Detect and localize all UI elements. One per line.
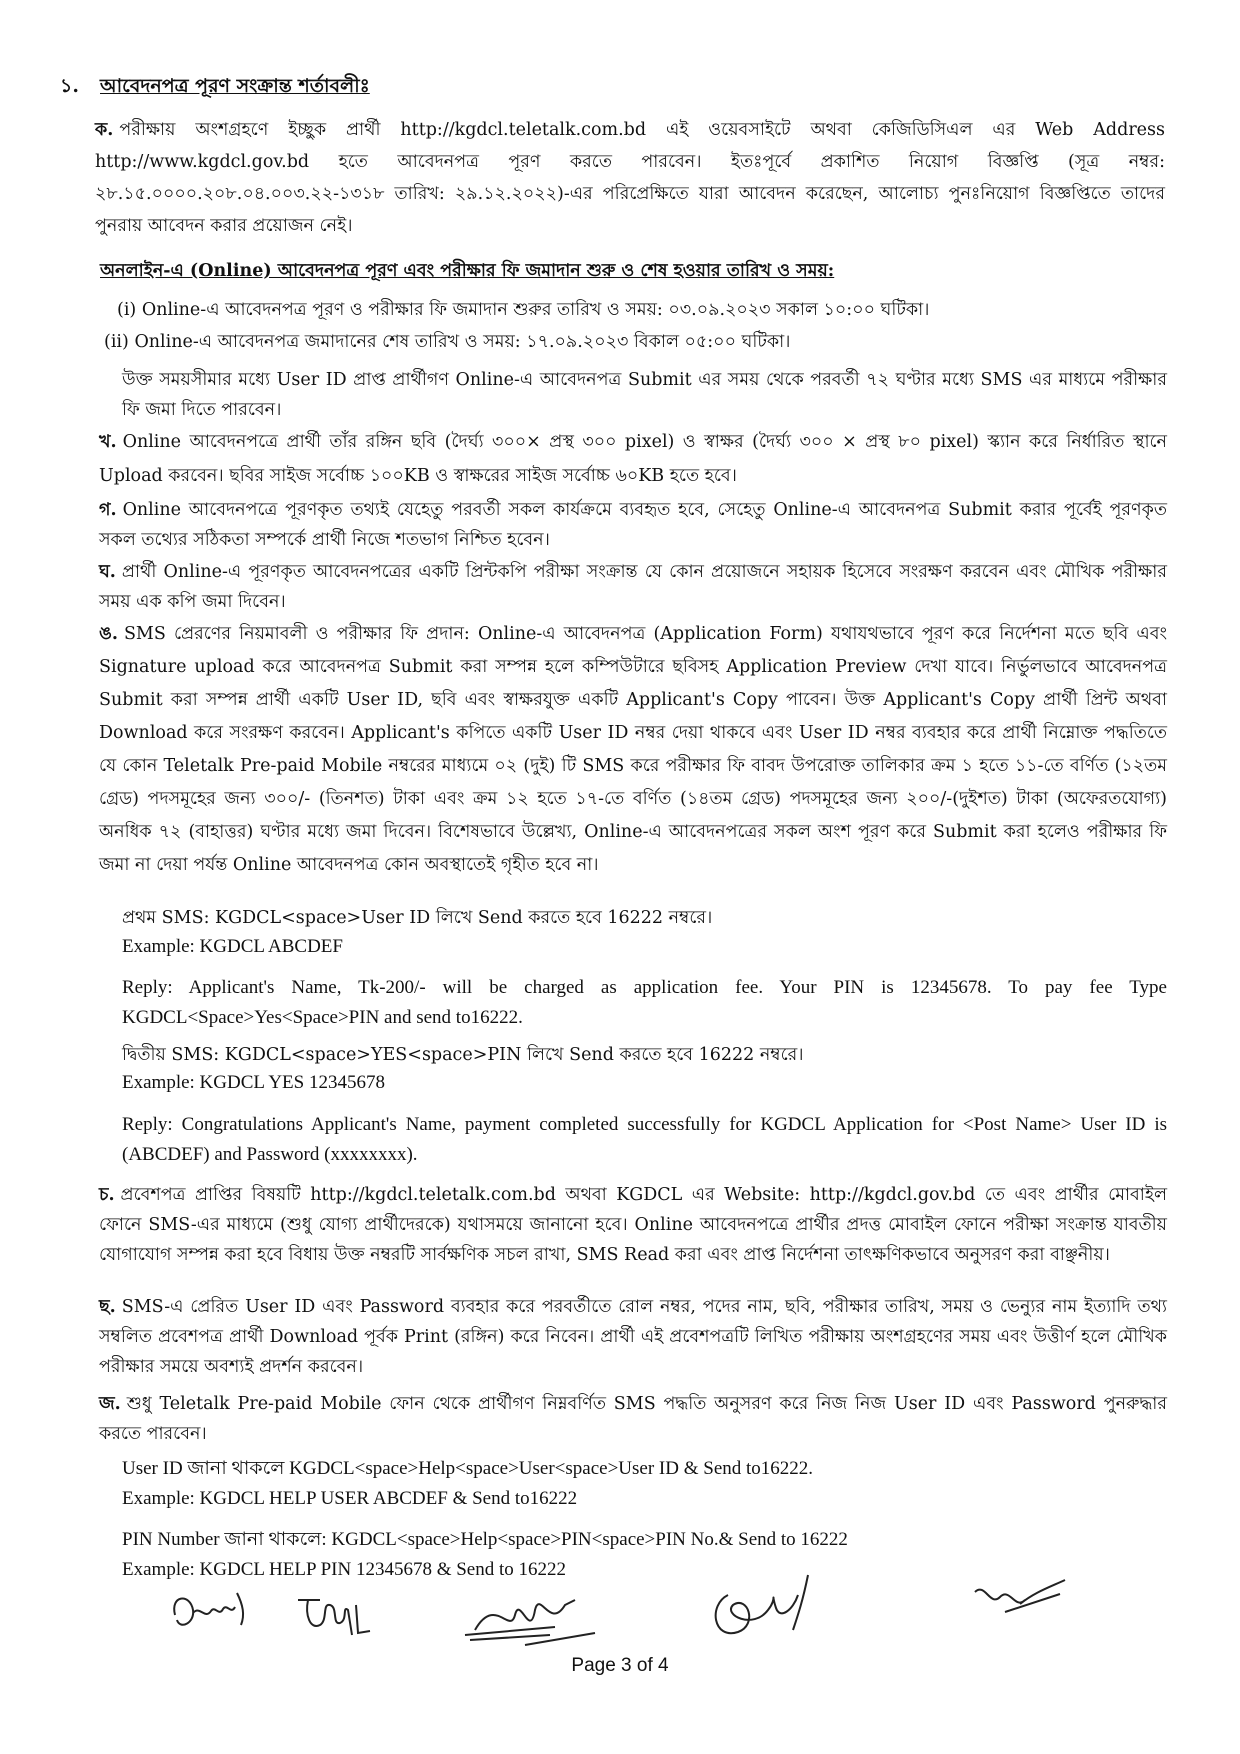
paragraph-text: প্রবেশপত্র প্রাপ্তির বিষয়টি http://kgdcl.teletalk.com.bd অথবা KGDCL এর Website: http://kgdcl.gov.bd তে এবং প্রার্থীর মোবাইল ফোনে SMS-এর মাধ্যমে (শুধু যোগ্য প্রার্থীদেরকে) যথাসময়ে জানানো হবে। Online আবেদনপত্রে প্রার্থীর প্রদত্ত মোবাইল ফোনে পরীক্ষা সংক্রান্ত যাবতীয় যোগাযোগ সম্পন্ন করা হবে বিধায় উক্ত নম্বরটি সার্বক্ষণিক সচল রাখা, SMS Read করা এবং প্রাপ্ত নির্দেশনা তাৎক্ষণিকভাবে অনুসরণ করা বাঞ্ছনীয়। xyxy=(99,1185,1167,1265)
sms2-line: দ্বিতীয় SMS: KGDCL<space>YES<space>PIN লিখে Send করতে হবে 16222 নম্বরে। xyxy=(122,1045,804,1065)
paragraph-ka xyxy=(95,114,1165,242)
signature-4 xyxy=(698,1570,828,1650)
date-marker: (i) xyxy=(117,300,137,320)
sms2-example: Example: KGDCL YES 12345678 xyxy=(122,1072,385,1093)
paragraph-text: Online আবেদনপত্রে প্রার্থী তাঁর রঙ্গিন ছবি (দৈর্ঘ্য ৩০০× প্রস্থ ৩০০ pixel) ও স্বাক্ষর (দৈর্ঘ্য ৩০০ × প্রস্থ ৮০ pixel) স্ক্যান করে নির্ধারিত স্থানে Upload করবেন। ছবির সাইজ সর্বোচ্চ ১০০KB ও স্বাক্ষরের সাইজ সর্বোচ্চ ৬০KB হতে হবে। xyxy=(99,432,1167,486)
sms1-example: Example: KGDCL ABCDEF xyxy=(122,936,343,957)
page-number: Page 3 of 4 xyxy=(571,1655,669,1676)
paragraph-marker: ঘ. xyxy=(99,562,116,582)
sms2-reply: Reply: Congratulations Applicant's Name, payment completed successfully for KGDCL Application for <Post Name> User ID is (ABCDEF) and Password (xxxxxxxx). xyxy=(122,1114,1167,1165)
paragraph-chha xyxy=(99,1292,1167,1382)
paragraph-gha xyxy=(99,557,1167,617)
paragraph-text: SMS-এ প্রেরিত User ID এবং Password ব্যবহার করে পরবর্তীতে রোল নম্বর, পদের নাম, ছবি, পরীক্ষার তারিখ, সময় ও ভেন্যুর নাম ইত্যাদি তথ্য সম্বলিত প্রবেশপত্র প্রার্থী Download পূর্বক Print (রঙ্গিন) করে নিবেন। প্রার্থী এই প্রবেশপত্রটি লিখিত পরীক্ষায় অংশগ্রহণের সময় এবং উত্তীর্ণ হলে মৌখিক পরীক্ষার সময়ে অবশ্যই প্রদর্শন করবেন। xyxy=(99,1297,1167,1377)
paragraph-uma xyxy=(99,618,1167,882)
paragraph-marker: ক. xyxy=(95,120,114,140)
paragraph-marker: খ. xyxy=(99,432,117,452)
paragraph-ga xyxy=(99,495,1167,555)
recovery-userid-line: User ID জানা থাকলে KGDCL<space>Help<space>User<space>User ID & Send to16222. xyxy=(122,1458,814,1479)
paragraph-kha xyxy=(99,425,1167,493)
signature-5 xyxy=(965,1572,1075,1627)
paragraph-text: পরীক্ষায় অংশগ্রহণে ইচ্ছুক প্রার্থী http://kgdcl.teletalk.com.bd এই ওয়েবসাইটে অথবা কেজিডিসিএল এর Web Address http://www.kgdcl.gov.bd হতে আবেদনপত্র পূরণ করতে পারবেন। ইতঃপূর্বে প্রকাশিত নিয়োগ বিজ্ঞপ্তি (সূত্র নম্বর: ২৮.১৫.০০০০.২০৮.০৪.০০৩.২২-১৩১৮ তারিখ: ২৯.১২.২০২২)-এর পরিপ্রেক্ষিতে যারা আবেদন করেছেন, আলোচ্য পুনঃনিয়োগ বিজ্ঞপ্তিতে তাদের পুনরায় আবেদন করার প্রয়োজন নেই। xyxy=(95,120,1165,236)
signature-2 xyxy=(290,1585,375,1645)
date-item-start xyxy=(117,297,929,326)
paragraph-cha xyxy=(99,1180,1167,1270)
section-number: ১. xyxy=(60,75,79,97)
date-text: Online-এ আবেদনপত্র পূরণ ও পরীক্ষার ফি জমাদান শুরুর তারিখ ও সময়: ০৩.০৯.২০২৩ সকাল ১০:০০ ঘটিকা। xyxy=(141,300,930,320)
paragraph-text: শুধু Teletalk Pre-paid Mobile ফোন থেকে প্রার্থীগণ নিম্নবর্ণিত SMS পদ্ধতি অনুসরণ করে নিজ নিজ User ID এবং Password পুনরুদ্ধার করতে পারবেন। xyxy=(99,1394,1167,1444)
online-heading: অনলাইন-এ (Online) আবেদনপত্র পূরণ এবং পরীক্ষার ফি জমাদান শুরু ও শেষ হওয়ার তারিখ ও সময়: xyxy=(100,261,835,281)
date-item-end xyxy=(104,329,790,358)
paragraph-marker: ঙ. xyxy=(99,624,118,644)
date-text: Online-এ আবেদনপত্র জমাদানের শেষ তারিখ ও সময়: ১৭.০৯.২০২৩ বিকাল ০৫:০০ ঘটিকা। xyxy=(134,332,791,352)
recovery-userid-example: Example: KGDCL HELP USER ABCDEF & Send to16222 xyxy=(122,1488,578,1509)
section-title: আবেদনপত্র পূরণ সংক্রান্ত শর্তাবলীঃ xyxy=(100,75,370,97)
signature-1 xyxy=(165,1585,260,1640)
section-heading xyxy=(60,72,370,104)
recovery-pin-example: Example: KGDCL HELP PIN 12345678 & Send to 16222 xyxy=(122,1559,567,1580)
paragraph-marker: চ. xyxy=(99,1185,115,1205)
time-note: উক্ত সময়সীমার মধ্যে User ID প্রাপ্ত প্রার্থীগণ Online-এ আবেদনপত্র Submit এর সময় থেকে পরবর্তী ৭২ ঘণ্টার মধ্যে SMS এর মাধ্যমে পরীক্ষার ফি জমা দিতে পারবেন। xyxy=(122,370,1167,420)
sms1-reply: Reply: Applicant's Name, Tk-200/- will be charged as application fee. Your PIN is 12345678. To pay fee Type KGDCL<Space>Yes<Space>PIN and send to16222. xyxy=(122,977,1167,1028)
paragraph-marker: গ. xyxy=(99,500,117,520)
date-marker: (ii) xyxy=(104,332,129,352)
paragraph-marker: জ. xyxy=(99,1394,121,1414)
paragraph-text: SMS প্রেরণের নিয়মাবলী ও পরীক্ষার ফি প্রদান: Online-এ আবেদনপত্র (Application Form) যথাযথভাবে পূরণ করে নির্দেশনা মতে ছবি এবং Signature upload করে আবেদনপত্র Submit করা সম্পন্ন হলে কম্পিউটারে ছবিসহ Application Preview দেখা যাবে। নির্ভুলভাবে আবেদনপত্র Submit করা সম্পন্ন প্রার্থী একটি User ID, ছবি এবং স্বাক্ষরযুক্ত একটি Applicant's Copy পাবেন। উক্ত Applicant's Copy প্রার্থী প্রিন্ট অথবা Download করে সংরক্ষণ করবেন। Applicant's কপিতে একটি User ID নম্বর দেয়া থাকবে এবং User ID নম্বর ব্যবহার করে প্রার্থী নিম্নোক্ত পদ্ধতিতে যে কোন Teletalk Pre-paid Mobile নম্বরের মাধ্যমে ০২ (দুই) টি SMS করে পরীক্ষার ফি বাবদ উপরোক্ত তালিকার ক্রম ১ হতে ১১-তে বর্ণিত (১২তম গ্রেড) পদসমূহের জন্য ৩০০/- (তিনশত) টাকা এবং ক্রম ১২ হতে ১৭-তে বর্ণিত (১৪তম গ্রেড) পদসমূহের জন্য ২০০/-(দুইশত) টাকা (অফেরতযোগ্য) অনধিক ৭২ (বাহাত্তর) ঘণ্টার মধ্যে জমা দিবেন। বিশেষভাবে উল্লেখ্য, Online-এ আবেদনপত্রের সকল অংশ পূরণ করে Submit করা হলেও পরীক্ষার ফি জমা না দেয়া পর্যন্ত Online আবেদনপত্র কোন অবস্থাতেই গৃহীত হবে না। xyxy=(99,624,1167,875)
paragraph-text: Online আবেদনপত্রে পূরণকৃত তথ্যই যেহেতু পরবর্তী সকল কার্যক্রমে ব্যবহৃত হবে, সেহেতু Online-এ আবেদনপত্র Submit করার পূর্বেই পূরণকৃত সকল তথ্যের সঠিকতা সম্পর্কে প্রার্থী নিজে শতভাগ নিশ্চিত হবেন। xyxy=(99,500,1167,550)
sms1-line: প্রথম SMS: KGDCL<space>User ID লিখে Send করতে হবে 16222 নম্বরে। xyxy=(122,908,713,928)
paragraph-marker: ছ. xyxy=(99,1297,116,1317)
paragraph-text: প্রার্থী Online-এ পূরণকৃত আবেদনপত্রের একটি প্রিন্টকপি পরীক্ষা সংক্রান্ত যে কোন প্রয়োজনে সহায়ক হিসেবে সংরক্ষণ করবেন এবং মৌখিক পরীক্ষার সময় এক কপি জমা দিবেন। xyxy=(99,562,1167,612)
recovery-pin-line: PIN Number জানা থাকলে: KGDCL<space>Help<space>PIN<space>PIN No.& Send to 16222 xyxy=(122,1529,848,1550)
paragraph-ja xyxy=(99,1389,1167,1449)
signature-3 xyxy=(455,1585,615,1655)
